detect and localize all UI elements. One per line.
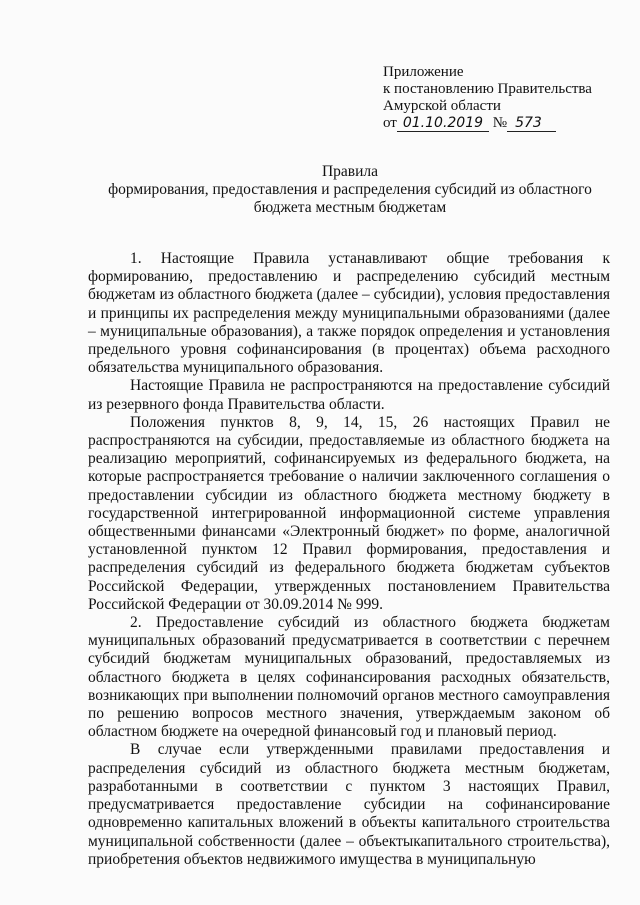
document-title [100,163,600,217]
appendix-block [383,64,623,132]
appendix-resolution-line: к постановлению Правительства [383,81,592,97]
paragraph-3: Положения пунктов 8, 9, 14, 15, 26 настоящих Правил не распространяются на субсидии, предоставляемые из областного бюджета на реализацию мероприятий, софинансируемых из федерального бюджета, на которые распространяется требование о наличии заключенного соглашения о предоставлении субсидии из областного бюджета местному бюджету в государственной интегрированной информационной системе управления общественными финансами «Электронный бюджет» по форме, аналогичной установленной пунктом 12 Правил формирования, предоставления и распределения субсидий из федерального бюджета бюджетам субъектов Российской Федерации, утвержденных постановлением Правительства Российской Федерации от 30.09.2014 № 999. [88,413,610,613]
document-body [88,250,610,869]
number-prefix: № [492,115,508,131]
title-heading: Правила [321,163,379,180]
appendix-title: Приложение [383,64,464,80]
appendix-date-line [383,115,623,132]
appendix-region-line: Амурской области [383,98,501,114]
title-subheading: формирования, предоставления и распределения субсидий из областного бюджета местным бюджетам [108,181,592,216]
paragraph-2: Настоящие Правила не распространяются на предоставление субсидий из резервного фонда Правительства области. [88,377,610,413]
paragraph-5: В случае если утвержденными правилами предоставления и распределения субсидий из областного бюджета местным бюджетам, разработанными в соответствии с пунктом 3 настоящих Правил, предусматривается предоставление субсидии на софинансирование одновременно капитальных вложений в объекты капитального строительства муниципальной собственности (далее – объектыкапитального строительства), приобретения объектов недвижимого имущества в муниципальную [88,741,610,868]
date-prefix: от [383,115,397,131]
handwritten-number: 573 [507,115,556,132]
paragraph-4: 2. Предоставление субсидий из областного бюджета бюджетам муниципальных образований предусматривается в соответствии с перечнем субсидий бюджетам муниципальных образований, предоставляемых из областного бюджета в целях софинансирования расходных обязательств, возникающих при выполнении полномочий органов местного самоуправления по решению вопросов местного значения, утверждаемым законом об областном бюджете на очередной финансовый год и плановый период. [88,614,610,741]
paragraph-1: 1. Настоящие Правила устанавливают общие требования к формированию, предоставлению и распределению субсидий местным бюджетам из областного бюджета (далее – субсидии), условия предоставления и принципы их распределения между муниципальными образованиями (далее – муниципальные образования), а также порядок определения и установления предельного уровня софинансирования (в процентах) объема расходного обязательства муниципального образования. [88,250,610,377]
handwritten-date: 01.10.2019 [397,115,489,132]
